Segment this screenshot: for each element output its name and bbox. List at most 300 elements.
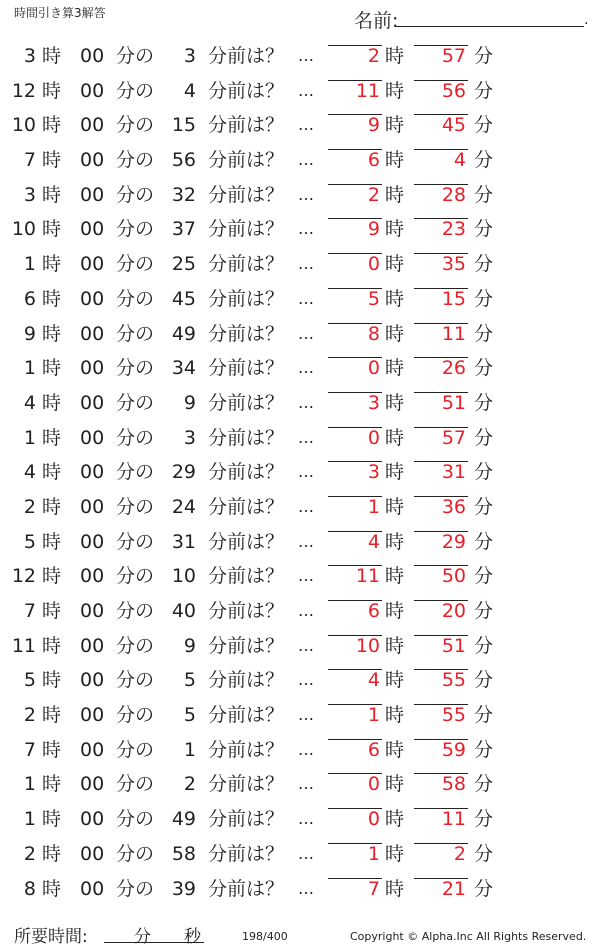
answer-minute-underline xyxy=(414,773,468,774)
problem-row xyxy=(0,352,600,387)
problem-row xyxy=(0,109,600,144)
ellipsis: … xyxy=(298,843,314,863)
answer-minute-unit: 分 xyxy=(474,391,494,414)
answer-minute-unit: 分 xyxy=(474,79,494,102)
problem-row xyxy=(0,144,600,179)
answer-minute-underline xyxy=(414,323,468,324)
answer-hour-underline xyxy=(328,565,382,566)
start-minute: 00 xyxy=(80,738,105,761)
start-hour: 4 xyxy=(23,391,36,414)
answer-minute[interactable]: 59 xyxy=(441,738,466,761)
minutes-before: 1 xyxy=(183,738,196,761)
start-hour: 3 xyxy=(23,183,36,206)
minutes-before: 3 xyxy=(183,45,196,67)
minutes-before: 31 xyxy=(171,530,196,553)
answer-minute-underline xyxy=(414,808,468,809)
minutes-before: 10 xyxy=(171,565,196,588)
problem-row xyxy=(0,560,600,595)
answer-hour[interactable]: 0 xyxy=(367,253,380,276)
start-hour: 12 xyxy=(11,79,36,102)
start-hour: 10 xyxy=(11,114,36,137)
start-minute: 00 xyxy=(80,183,105,206)
ellipsis: … xyxy=(298,219,314,239)
answer-minute-underline xyxy=(414,149,468,150)
minute-of-label: 分の xyxy=(116,287,155,310)
worksheet-title: 時間引き算3解答 xyxy=(14,6,106,20)
time-required-label: 所要時間: xyxy=(14,927,88,947)
answer-minute-unit: 分 xyxy=(474,183,494,206)
ellipsis: … xyxy=(298,46,314,65)
minutes-before: 2 xyxy=(183,773,196,796)
start-minute: 00 xyxy=(80,253,105,276)
answer-hour[interactable]: 1 xyxy=(367,842,380,865)
answer-minute[interactable]: 56 xyxy=(441,79,466,102)
start-hour: 8 xyxy=(23,877,36,900)
time-minute-unit: 分 xyxy=(134,927,151,947)
start-minute: 00 xyxy=(80,287,105,310)
answer-hour-underline xyxy=(328,45,382,46)
answer-hour-underline xyxy=(328,357,382,358)
answer-minute-unit: 分 xyxy=(474,357,494,380)
worksheet-footer xyxy=(0,918,600,949)
start-minute: 00 xyxy=(80,322,105,345)
answer-hour-underline xyxy=(328,253,382,254)
ellipsis: … xyxy=(298,878,314,898)
minutes-before-question: 分前は？ xyxy=(208,530,285,553)
answer-minute-unit: 分 xyxy=(474,287,494,310)
problem-row xyxy=(0,422,600,457)
answer-minute[interactable]: 51 xyxy=(441,634,466,657)
minute-of-label: 分の xyxy=(116,391,155,414)
answer-hour-unit: 時 xyxy=(385,114,405,137)
answer-minute-underline xyxy=(414,288,468,289)
answer-minute-unit: 分 xyxy=(474,426,494,449)
answer-hour[interactable]: 3 xyxy=(367,391,380,414)
hour-unit: 時 xyxy=(42,287,62,310)
minutes-before: 39 xyxy=(171,877,196,900)
answer-minute[interactable]: 35 xyxy=(441,253,466,276)
answer-hour-unit: 時 xyxy=(385,391,405,414)
minutes-before-question: 分前は？ xyxy=(208,495,285,518)
minutes-before-question: 分前は？ xyxy=(208,877,285,900)
ellipsis: … xyxy=(298,288,314,308)
name-field-line[interactable] xyxy=(396,26,584,27)
minutes-before-question: 分前は？ xyxy=(208,149,285,172)
answer-minute-unit: 分 xyxy=(474,877,494,900)
start-hour: 1 xyxy=(23,808,36,831)
start-hour: 1 xyxy=(23,426,36,449)
start-minute: 00 xyxy=(80,357,105,380)
start-minute: 00 xyxy=(80,114,105,137)
ellipsis: … xyxy=(298,705,314,725)
start-minute: 00 xyxy=(80,704,105,727)
answer-minute[interactable]: 15 xyxy=(441,287,466,310)
start-hour: 12 xyxy=(11,565,36,588)
answer-hour-underline xyxy=(328,218,382,219)
ellipsis: … xyxy=(298,80,314,100)
minute-of-label: 分の xyxy=(116,738,155,761)
name-label: 名前: xyxy=(354,10,399,32)
answer-minute-unit: 分 xyxy=(474,461,494,484)
ellipsis: … xyxy=(298,462,314,482)
answer-hour[interactable]: 6 xyxy=(367,600,380,622)
answer-minute-underline xyxy=(414,843,468,844)
answer-minute-unit: 分 xyxy=(474,495,494,518)
answer-hour-unit: 時 xyxy=(385,530,405,553)
minutes-before: 5 xyxy=(183,704,196,727)
answer-minute[interactable]: 55 xyxy=(441,669,466,692)
minutes-before-question: 分前は？ xyxy=(208,461,285,484)
answer-hour-unit: 時 xyxy=(385,600,405,622)
answer-hour-underline xyxy=(328,288,382,289)
answer-hour-underline xyxy=(328,323,382,324)
answer-hour[interactable]: 4 xyxy=(367,669,380,692)
hour-unit: 時 xyxy=(42,565,62,588)
answer-hour-underline xyxy=(328,843,382,844)
answer-minute[interactable]: 45 xyxy=(441,114,466,137)
answer-minute-unit: 分 xyxy=(474,565,494,588)
minutes-before: 34 xyxy=(171,357,196,380)
ellipsis: … xyxy=(298,115,314,135)
hour-unit: 時 xyxy=(42,79,62,102)
answer-hour[interactable]: 2 xyxy=(367,45,380,67)
answer-hour-underline xyxy=(328,704,382,705)
answer-hour-underline xyxy=(328,878,382,879)
problem-row xyxy=(0,248,600,283)
minutes-before-question: 分前は？ xyxy=(208,287,285,310)
answer-hour[interactable]: 0 xyxy=(367,808,380,831)
minute-of-label: 分の xyxy=(116,461,155,484)
answer-hour[interactable]: 8 xyxy=(367,322,380,345)
hour-unit: 時 xyxy=(42,842,62,865)
minute-of-label: 分の xyxy=(116,253,155,276)
answer-hour-underline xyxy=(328,427,382,428)
minutes-before-question: 分前は？ xyxy=(208,669,285,692)
minutes-before-question: 分前は？ xyxy=(208,322,285,345)
problem-row xyxy=(0,318,600,353)
answer-minute[interactable]: 23 xyxy=(441,218,466,241)
start-hour: 5 xyxy=(23,530,36,553)
minutes-before: 49 xyxy=(171,808,196,831)
start-hour: 11 xyxy=(11,634,36,657)
answer-hour-underline xyxy=(328,669,382,670)
answer-hour[interactable]: 0 xyxy=(367,426,380,449)
start-minute: 00 xyxy=(80,634,105,657)
answer-minute[interactable]: 55 xyxy=(441,704,466,727)
answer-hour-unit: 時 xyxy=(385,669,405,692)
answer-minute-unit: 分 xyxy=(474,808,494,831)
answer-minute-unit: 分 xyxy=(474,253,494,276)
minutes-before-question: 分前は？ xyxy=(208,704,285,727)
answer-hour[interactable]: 1 xyxy=(367,704,380,727)
minutes-before: 49 xyxy=(171,322,196,345)
answer-hour[interactable]: 10 xyxy=(355,634,380,657)
answer-hour-unit: 時 xyxy=(385,877,405,900)
hour-unit: 時 xyxy=(42,218,62,241)
answer-hour-unit: 時 xyxy=(385,322,405,345)
minute-of-label: 分の xyxy=(116,773,155,796)
ellipsis: … xyxy=(298,323,314,343)
ellipsis: … xyxy=(298,392,314,412)
start-minute: 00 xyxy=(80,426,105,449)
answer-minute-underline xyxy=(414,253,468,254)
start-hour: 2 xyxy=(23,704,36,727)
answer-minute[interactable]: 57 xyxy=(441,45,466,67)
minutes-before: 5 xyxy=(183,669,196,692)
answer-hour-unit: 時 xyxy=(385,461,405,484)
start-minute: 00 xyxy=(80,149,105,172)
answer-minute[interactable]: 21 xyxy=(441,877,466,900)
problem-row xyxy=(0,283,600,318)
minutes-before: 15 xyxy=(171,114,196,137)
minutes-before-question: 分前は？ xyxy=(208,357,285,380)
answer-hour-unit: 時 xyxy=(385,149,405,172)
answer-minute-unit: 分 xyxy=(474,322,494,345)
hour-unit: 時 xyxy=(42,426,62,449)
minutes-before-question: 分前は？ xyxy=(208,426,285,449)
answer-hour[interactable]: 5 xyxy=(367,287,380,310)
hour-unit: 時 xyxy=(42,253,62,276)
answer-minute-underline xyxy=(414,427,468,428)
start-minute: 00 xyxy=(80,218,105,241)
problem-list xyxy=(0,40,600,907)
hour-unit: 時 xyxy=(42,877,62,900)
answer-minute-underline xyxy=(414,357,468,358)
start-minute: 00 xyxy=(80,565,105,588)
minutes-before: 32 xyxy=(171,183,196,206)
ellipsis: … xyxy=(298,150,314,170)
start-hour: 7 xyxy=(23,600,36,622)
answer-minute[interactable]: 11 xyxy=(441,808,466,831)
answer-hour-underline xyxy=(328,461,382,462)
name-period: . xyxy=(584,12,589,28)
answer-minute-unit: 分 xyxy=(474,738,494,761)
answer-minute[interactable]: 11 xyxy=(441,322,466,345)
answer-minute-underline xyxy=(414,218,468,219)
start-hour: 3 xyxy=(23,45,36,67)
answer-hour-unit: 時 xyxy=(385,495,405,518)
hour-unit: 時 xyxy=(42,738,62,761)
minute-of-label: 分の xyxy=(116,149,155,172)
minutes-before: 58 xyxy=(171,842,196,865)
minutes-before: 29 xyxy=(171,461,196,484)
answer-minute[interactable]: 26 xyxy=(441,357,466,380)
answer-hour-underline xyxy=(328,114,382,115)
copyright-notice: Copyright © Alpha.Inc All Rights Reserved. xyxy=(350,930,587,943)
minute-of-label: 分の xyxy=(116,495,155,518)
ellipsis: … xyxy=(298,531,314,551)
problem-row xyxy=(0,664,600,699)
answer-hour-underline xyxy=(328,149,382,150)
problem-row xyxy=(0,40,600,75)
hour-unit: 時 xyxy=(42,808,62,831)
answer-hour[interactable]: 9 xyxy=(367,114,380,137)
answer-minute[interactable]: 50 xyxy=(441,565,466,588)
minutes-before: 25 xyxy=(171,253,196,276)
problem-row xyxy=(0,768,600,803)
answer-minute-underline xyxy=(414,600,468,601)
answer-minute[interactable]: 20 xyxy=(441,600,466,622)
answer-minute-underline xyxy=(414,531,468,532)
answer-hour-unit: 時 xyxy=(385,565,405,588)
answer-hour-unit: 時 xyxy=(385,738,405,761)
start-minute: 00 xyxy=(80,45,105,67)
minutes-before: 45 xyxy=(171,287,196,310)
minute-of-label: 分の xyxy=(116,565,155,588)
minute-of-label: 分の xyxy=(116,79,155,102)
answer-hour-unit: 時 xyxy=(385,45,405,67)
minute-of-label: 分の xyxy=(116,808,155,831)
minute-of-label: 分の xyxy=(116,704,155,727)
minutes-before-question: 分前は？ xyxy=(208,391,285,414)
answer-minute[interactable]: 51 xyxy=(441,391,466,414)
answer-hour-unit: 時 xyxy=(385,773,405,796)
answer-minute[interactable]: 31 xyxy=(441,461,466,484)
hour-unit: 時 xyxy=(42,114,62,137)
answer-minute-unit: 分 xyxy=(474,634,494,657)
problem-row xyxy=(0,595,600,630)
answer-hour[interactable]: 11 xyxy=(355,565,380,588)
answer-minute-underline xyxy=(414,184,468,185)
answer-minute-underline xyxy=(414,114,468,115)
minutes-before-question: 分前は？ xyxy=(208,45,285,67)
minute-of-label: 分の xyxy=(116,426,155,449)
minute-of-label: 分の xyxy=(116,530,155,553)
hour-unit: 時 xyxy=(42,704,62,727)
ellipsis: … xyxy=(298,635,314,655)
answer-minute-unit: 分 xyxy=(474,773,494,796)
hour-unit: 時 xyxy=(42,149,62,172)
answer-hour[interactable]: 2 xyxy=(367,183,380,206)
minute-of-label: 分の xyxy=(116,842,155,865)
hour-unit: 時 xyxy=(42,391,62,414)
minute-of-label: 分の xyxy=(116,669,155,692)
answer-hour-underline xyxy=(328,739,382,740)
problem-row xyxy=(0,699,600,734)
answer-hour[interactable]: 0 xyxy=(367,773,380,796)
ellipsis: … xyxy=(298,739,314,759)
problem-row xyxy=(0,630,600,665)
problem-row xyxy=(0,838,600,873)
answer-hour-unit: 時 xyxy=(385,842,405,865)
hour-unit: 時 xyxy=(42,45,62,67)
start-hour: 1 xyxy=(23,357,36,380)
answer-hour-unit: 時 xyxy=(385,426,405,449)
answer-hour[interactable]: 6 xyxy=(367,149,380,172)
answer-minute[interactable]: 28 xyxy=(441,183,466,206)
hour-unit: 時 xyxy=(42,183,62,206)
answer-hour[interactable]: 1 xyxy=(367,495,380,518)
start-minute: 00 xyxy=(80,530,105,553)
answer-hour-unit: 時 xyxy=(385,183,405,206)
answer-minute[interactable]: 2 xyxy=(453,842,466,865)
hour-unit: 時 xyxy=(42,634,62,657)
minutes-before-question: 分前は？ xyxy=(208,565,285,588)
answer-hour[interactable]: 7 xyxy=(367,877,380,900)
worksheet-header xyxy=(0,0,600,40)
start-hour: 2 xyxy=(23,495,36,518)
minutes-before-question: 分前は？ xyxy=(208,738,285,761)
start-hour: 10 xyxy=(11,218,36,241)
hour-unit: 時 xyxy=(42,600,62,622)
problem-row xyxy=(0,75,600,110)
ellipsis: … xyxy=(298,496,314,516)
answer-minute-underline xyxy=(414,739,468,740)
answer-minute-underline xyxy=(414,669,468,670)
problem-row xyxy=(0,491,600,526)
start-hour: 5 xyxy=(23,669,36,692)
answer-hour-unit: 時 xyxy=(385,808,405,831)
start-minute: 00 xyxy=(80,877,105,900)
minutes-before-question: 分前は？ xyxy=(208,773,285,796)
answer-hour[interactable]: 9 xyxy=(367,218,380,241)
minutes-before: 24 xyxy=(171,495,196,518)
minutes-before-question: 分前は？ xyxy=(208,114,285,137)
minutes-before-question: 分前は？ xyxy=(208,253,285,276)
answer-hour[interactable]: 6 xyxy=(367,738,380,761)
answer-minute-underline xyxy=(414,565,468,566)
answer-hour[interactable]: 0 xyxy=(367,357,380,380)
start-minute: 00 xyxy=(80,669,105,692)
minutes-before: 9 xyxy=(183,634,196,657)
answer-hour-underline xyxy=(328,600,382,601)
hour-unit: 時 xyxy=(42,322,62,345)
ellipsis: … xyxy=(298,254,314,274)
answer-minute[interactable]: 57 xyxy=(441,426,466,449)
answer-minute[interactable]: 36 xyxy=(441,495,466,518)
answer-hour-underline xyxy=(328,635,382,636)
minutes-before-question: 分前は？ xyxy=(208,600,285,622)
ellipsis: … xyxy=(298,184,314,204)
answer-hour-underline xyxy=(328,808,382,809)
minutes-before: 56 xyxy=(171,149,196,172)
start-hour: 9 xyxy=(23,322,36,345)
answer-hour-underline xyxy=(328,80,382,81)
start-minute: 00 xyxy=(80,391,105,414)
answer-minute[interactable]: 4 xyxy=(453,149,466,172)
answer-minute[interactable]: 29 xyxy=(441,530,466,553)
ellipsis: … xyxy=(298,809,314,829)
minutes-before-question: 分前は？ xyxy=(208,79,285,102)
answer-hour[interactable]: 4 xyxy=(367,530,380,553)
minutes-before: 3 xyxy=(183,426,196,449)
problem-row xyxy=(0,526,600,561)
answer-hour-underline xyxy=(328,184,382,185)
minute-of-label: 分の xyxy=(116,45,155,67)
minutes-before: 4 xyxy=(183,79,196,102)
answer-hour-unit: 時 xyxy=(385,634,405,657)
minutes-before-question: 分前は？ xyxy=(208,183,285,206)
answer-minute-unit: 分 xyxy=(474,218,494,241)
answer-minute[interactable]: 58 xyxy=(441,773,466,796)
minutes-before-question: 分前は？ xyxy=(208,808,285,831)
start-hour: 1 xyxy=(23,253,36,276)
problem-row xyxy=(0,803,600,838)
answer-hour[interactable]: 3 xyxy=(367,461,380,484)
minute-of-label: 分の xyxy=(116,357,155,380)
hour-unit: 時 xyxy=(42,461,62,484)
answer-hour[interactable]: 11 xyxy=(355,79,380,102)
minute-of-label: 分の xyxy=(116,600,155,622)
answer-minute-unit: 分 xyxy=(474,842,494,865)
ellipsis: … xyxy=(298,566,314,586)
minutes-before-question: 分前は？ xyxy=(208,842,285,865)
answer-hour-underline xyxy=(328,392,382,393)
page-number: 198/400 xyxy=(242,930,288,943)
answer-minute-underline xyxy=(414,704,468,705)
hour-unit: 時 xyxy=(42,495,62,518)
minute-of-label: 分の xyxy=(116,322,155,345)
